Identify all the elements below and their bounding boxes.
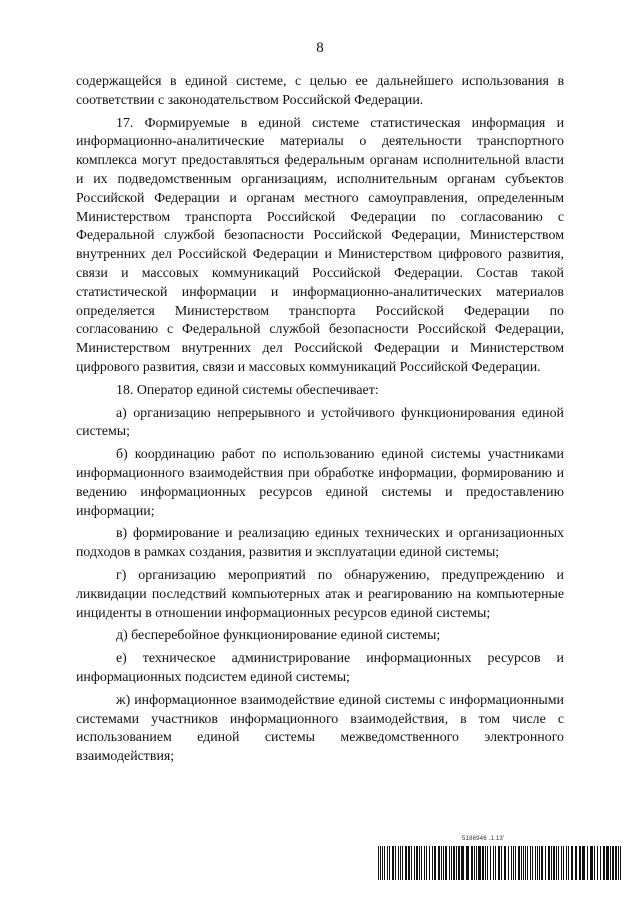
barcode-bar xyxy=(426,846,427,880)
barcode-bar xyxy=(551,846,552,880)
paragraph-18: 18. Оператор единой системы обеспечивает: xyxy=(116,382,379,398)
barcode-bar xyxy=(590,846,593,880)
barcode-bar xyxy=(548,846,550,880)
barcode-bar xyxy=(451,846,452,880)
barcode-bar xyxy=(461,846,464,880)
barcode-bar xyxy=(508,846,509,880)
barcode-bar xyxy=(405,846,407,880)
barcode-image xyxy=(378,846,624,880)
barcode-bar xyxy=(579,846,581,880)
barcode-bar xyxy=(443,846,444,880)
barcode-bar xyxy=(523,846,524,880)
barcode-bar xyxy=(537,846,538,880)
list-item-v: в) формирование и реализацию единых технических и организационных подходов в рамках создания, развития и эксплуатации единой системы; xyxy=(76,526,564,561)
barcode-bar xyxy=(485,846,486,880)
barcode-bar xyxy=(456,846,457,880)
barcode-bar xyxy=(476,846,477,880)
barcode-bar xyxy=(471,846,473,880)
barcode-bar xyxy=(501,846,502,880)
barcode-bar xyxy=(553,846,555,880)
barcode-bar xyxy=(380,846,381,880)
barcode-bar xyxy=(384,846,385,880)
document-body xyxy=(76,73,564,767)
barcode-bar xyxy=(429,846,430,880)
barcode-bar xyxy=(539,846,540,880)
barcode-bar xyxy=(511,846,512,880)
barcode-bar xyxy=(438,846,440,880)
barcode-bar xyxy=(532,846,533,880)
barcode-bar xyxy=(518,846,520,880)
barcode-bar xyxy=(504,846,506,880)
barcode-bar xyxy=(389,846,390,880)
barcode-bar xyxy=(527,846,528,880)
barcode-bar xyxy=(594,846,595,880)
barcode-bar xyxy=(493,846,494,880)
barcode-bar xyxy=(474,846,475,880)
barcode-bar xyxy=(575,846,577,880)
barcode-bar xyxy=(600,846,601,880)
barcode-bar xyxy=(382,846,383,880)
barcode-bar xyxy=(421,846,422,880)
barcode-bar xyxy=(414,846,415,880)
barcode-bar xyxy=(458,846,460,880)
barcode-bar xyxy=(587,846,588,880)
barcode-bar xyxy=(424,846,425,880)
barcode-bar xyxy=(515,846,516,880)
barcode-bar xyxy=(558,846,559,880)
barcode-bar xyxy=(612,846,614,880)
paragraph-17: 17. Формируемые в единой системе статистическая информация и информационно-аналитические материалы о деятельности транспортного комплекса могут предоставляться федеральным органам исполнительной власти и их подведомственным организациям, исполнительным органам субъектов Российской Федерации и органам местного самоуправления, определенным Министерством транспорта Российской Федерации по согласованию с Федеральной службой безопасности Российской Федерации, Министерством внутренних дел Российской Федерации и Министерством цифрового развития, связи и массовых коммуникаций Российской Федерации. Состав такой статистической информации и информационно-аналитических материалов определяется Министерством транспорта Российской Федерации по согласованию с Федеральной службой безопасности Российской Федерации, Министерством внутренних дел Российской Федерации и Министерством цифрового развития, связи и массовых коммуникаций Российской Федерации. xyxy=(76,115,564,375)
list-item-e: е) техническое администрирование информационных ресурсов и информационных подсистем единой системы; xyxy=(76,651,564,685)
barcode-bar xyxy=(615,846,617,880)
barcode-bar xyxy=(495,846,496,880)
barcode-bar xyxy=(408,846,410,880)
paragraph-continuation: содержащейся в единой системе, с целью ее дальнейшего использования в соответствии с законодательством Российской Федерации. xyxy=(76,74,564,108)
barcode-bar xyxy=(445,846,447,880)
barcode-bar xyxy=(398,846,399,880)
list-item-a: а) организацию непрерывного и устойчивого функционирования единой системы; xyxy=(76,405,564,440)
barcode-bar xyxy=(561,846,562,880)
list-item-zh: ж) информационное взаимодействие единой системы с информационными системами участников информационного взаимодействия, в том числе с использованием единой системы межведомственного электронного взаимодействия; xyxy=(76,692,564,765)
barcode-bar xyxy=(530,846,531,880)
barcode-bar xyxy=(378,846,379,880)
barcode-bar xyxy=(487,846,488,880)
document-code: 5186946 .1.13' xyxy=(462,836,505,842)
barcode-bar xyxy=(582,846,585,880)
barcode-bar xyxy=(525,846,526,880)
list-item-g: г) организацию мероприятий по обнаружению, предупреждению и ликвидации последствий компьютерных атак и реагированию на компьютерные инциденты в отношении информационных ресурсов единой системы; xyxy=(76,567,564,621)
barcode-bar xyxy=(432,846,433,880)
page-number: 8 xyxy=(316,40,324,56)
barcode-bar xyxy=(556,846,557,880)
barcode-bar xyxy=(571,846,573,880)
barcode-bar xyxy=(411,846,412,880)
barcode-bar xyxy=(395,846,396,880)
barcode-bar xyxy=(490,846,491,880)
barcode-bar xyxy=(434,846,436,880)
barcode-bar xyxy=(441,846,442,880)
barcode-bar xyxy=(478,846,481,880)
barcode-bar xyxy=(597,846,598,880)
barcode-bar xyxy=(449,846,450,880)
list-item-d: д) бесперебойное функционирование единой системы; xyxy=(116,628,441,644)
barcode-bar xyxy=(400,846,401,880)
barcode-bar xyxy=(620,846,621,880)
barcode-bar xyxy=(618,846,619,880)
barcode-bar xyxy=(568,846,569,880)
barcode-bar xyxy=(610,846,611,880)
barcode-bar xyxy=(419,846,420,880)
barcode-bar xyxy=(521,846,522,880)
barcode-bar xyxy=(535,846,536,880)
barcode-bar xyxy=(513,846,514,880)
barcode-bar xyxy=(606,846,609,880)
barcode-bar xyxy=(541,846,543,880)
barcode-bar xyxy=(466,846,469,880)
barcode-bar xyxy=(387,846,388,880)
barcode-bar xyxy=(482,846,484,880)
barcode-bar xyxy=(402,846,403,880)
barcode-bar xyxy=(498,846,500,880)
barcode-bar xyxy=(566,846,567,880)
barcode-bar xyxy=(453,846,455,880)
barcode-bar xyxy=(603,846,605,880)
barcode-bar xyxy=(392,846,394,880)
barcode-bar xyxy=(563,846,564,880)
barcode-bar xyxy=(416,846,418,880)
list-item-b: б) координацию работ по использованию единой системы участниками информационного взаимодействия при обработке информации, формированию и ведению информационных ресурсов единой системы и предоставлению информации; xyxy=(76,447,564,519)
barcode-bar xyxy=(545,846,546,880)
